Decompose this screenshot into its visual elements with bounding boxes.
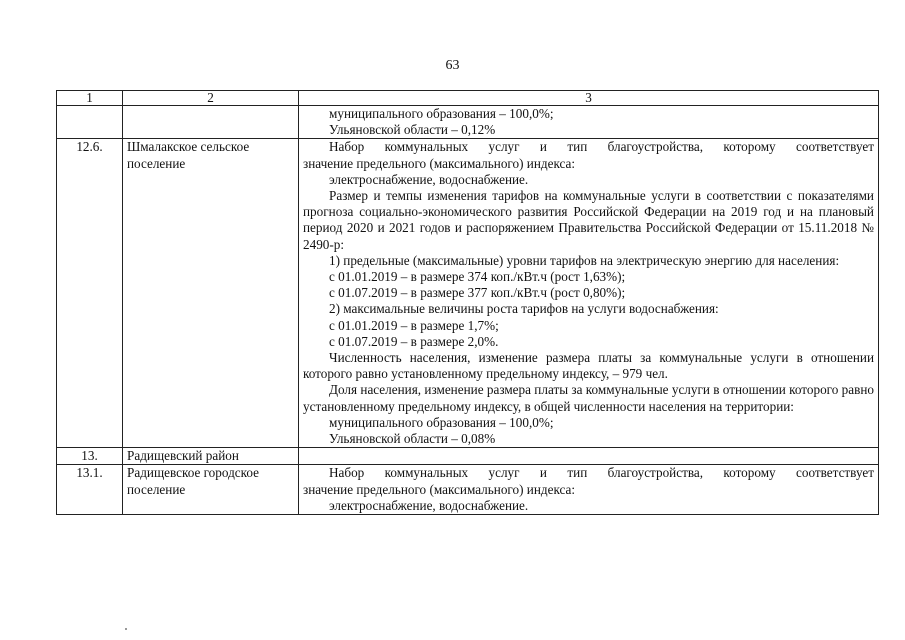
document-table (56, 90, 879, 515)
table-row (57, 106, 879, 139)
municipality-name-cell: Радищевское городское поселение (123, 465, 299, 515)
description-line: Численность населения, изменение размера платы за коммунальные услуги в отношении которого равно установленному предельному индексу, – 979 чел. (303, 350, 874, 382)
header-cell-3: 3 (299, 91, 879, 106)
description-line: с 01.07.2019 – в размере 2,0%. (329, 333, 499, 349)
municipality-name-cell: Радищевский район (123, 448, 299, 465)
description-cell (299, 106, 879, 139)
description-line: Доля населения, изменение размера платы за коммунальные услуги в отношении которого равно установленному предельному индексу, в общей численности населения на территории: (303, 382, 874, 414)
municipality-name-cell: Шмалакское сельское поселение (123, 139, 299, 448)
row-number-cell: 13.1. (57, 465, 123, 515)
row-number-cell (57, 106, 123, 139)
description-line: значение предельного (максимального) индекса: (303, 481, 576, 497)
table-row (57, 448, 879, 465)
scan-speck (125, 628, 127, 630)
page-number: 63 (445, 58, 460, 73)
description-line: с 01.01.2019 – в размере 374 коп./кВт.ч (рост 1,63%); (329, 269, 626, 285)
table-header-row (57, 91, 879, 106)
description-line: муниципального образования – 100,0%; (329, 106, 554, 121)
description-line: Ульяновской области – 0,08% (329, 431, 496, 447)
description-line: 2) максимальные величины роста тарифов на услуги водоснабжения: (329, 301, 719, 317)
description-line: Набор коммунальных услуг и тип благоустройства, которому соответствует (329, 139, 874, 155)
header-cell-1: 1 (57, 91, 123, 106)
row-number-cell: 12.6. (57, 139, 123, 448)
description-line: Набор коммунальных услуг и тип благоустройства, которому соответствует (329, 465, 874, 481)
description-cell (299, 448, 879, 465)
description-line: Размер и темпы изменения тарифов на коммунальные услуги в соответствии с показателями прогноза социально-экономического развития Российской Федерации на 2019 год и на плановый период 2020 и 2021 годов и распоряжением Правительства Российской Федерации от 15.11.2018 № 2490-р: (303, 188, 874, 252)
row-number-cell: 13. (57, 448, 123, 465)
description-line: электроснабжение, водоснабжение. (329, 171, 529, 187)
municipality-name-cell (123, 106, 299, 139)
table-row (57, 465, 879, 515)
header-cell-2: 2 (123, 91, 299, 106)
description-line: с 01.01.2019 – в размере 1,7%; (329, 317, 499, 333)
description-line: значение предельного (максимального) индекса: (303, 155, 576, 171)
description-cell (299, 139, 879, 448)
description-line: Ульяновской области – 0,12% (329, 122, 496, 138)
description-line: 1) предельные (максимальные) уровни тарифов на электрическую энергию для населения: (329, 252, 840, 268)
description-cell (299, 465, 879, 515)
description-line: муниципального образования – 100,0%; (329, 414, 554, 430)
table-row (57, 139, 879, 448)
description-line: электроснабжение, водоснабжение. (329, 497, 529, 513)
description-line: с 01.07.2019 – в размере 377 коп./кВт.ч (рост 0,80%); (329, 285, 626, 301)
